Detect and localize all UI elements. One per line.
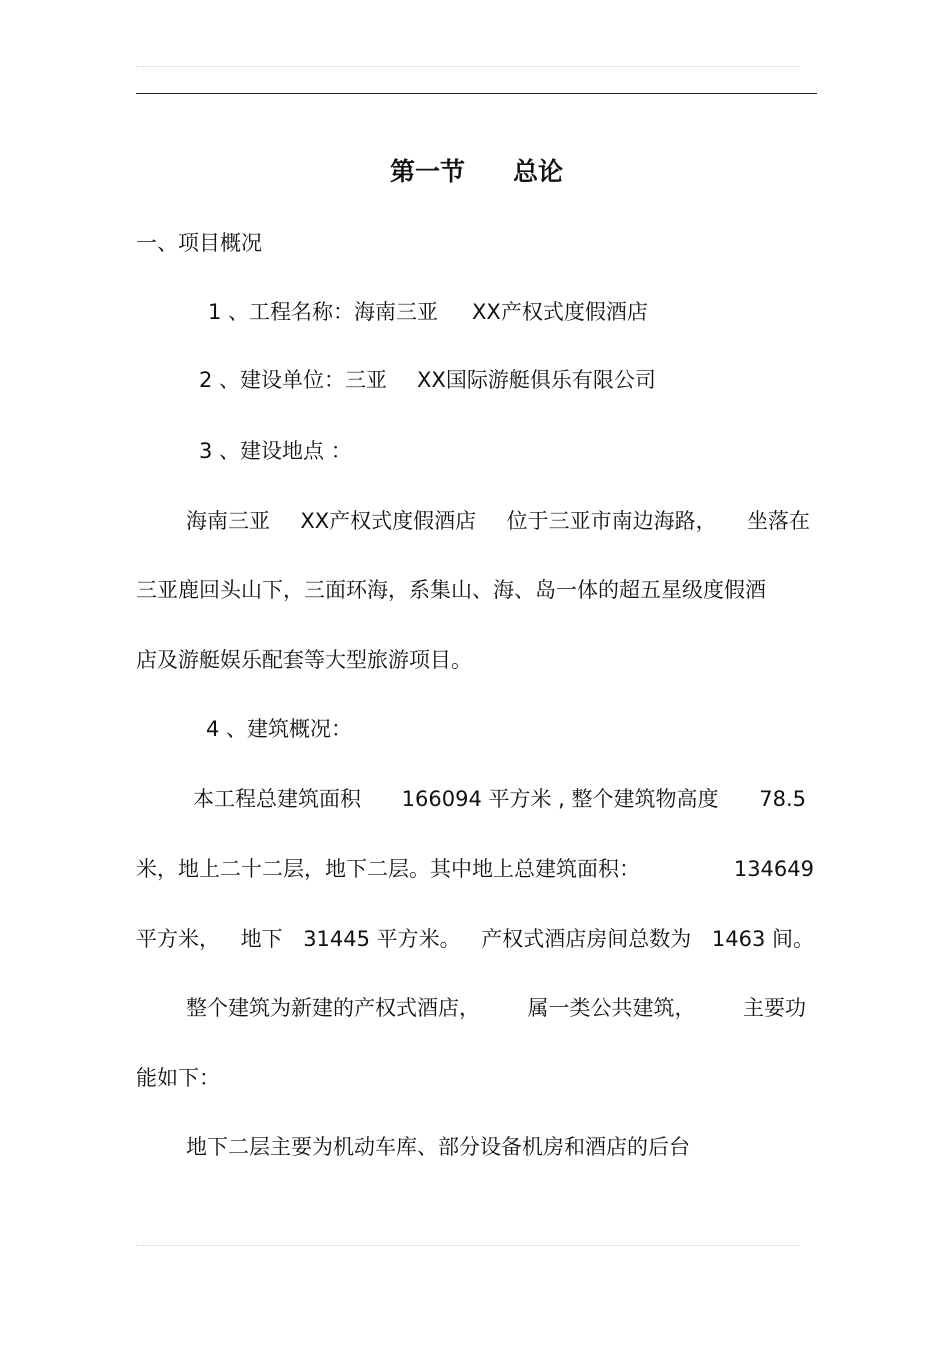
text-run: 坐落在 bbox=[747, 509, 810, 533]
item-project-name-prefix: 1 、工程名称：海南三亚 bbox=[208, 300, 439, 324]
para-building-line2 bbox=[136, 855, 814, 883]
text-run: 主要功 bbox=[743, 996, 806, 1020]
text-run: XX产权式度假酒店 bbox=[300, 509, 477, 533]
para-function-line2: 能如下： bbox=[136, 1066, 220, 1090]
title-part1: 第一节 bbox=[390, 157, 466, 186]
text-run: 166094 平方米 , 整个建筑物高度 bbox=[401, 787, 719, 811]
text-run: 地下 bbox=[240, 927, 283, 951]
para-location-line3: 店及游艇娱乐配套等大型旅游项目。 bbox=[136, 648, 472, 672]
text-run: 整个建筑为新建的产权式酒店， bbox=[186, 996, 480, 1020]
item-location: 3 、建设地点 ： bbox=[199, 439, 352, 463]
para-building-line1 bbox=[193, 785, 806, 813]
item-developer-prefix: 2 、建设单位：三亚 bbox=[199, 368, 388, 392]
item-building-overview: 4 、建筑概况： bbox=[206, 717, 353, 741]
text-run: 海南三亚 bbox=[186, 509, 270, 533]
item-project-name bbox=[208, 298, 648, 326]
text-run: 本工程总建筑面积 bbox=[193, 787, 361, 811]
text-run: 平方米， bbox=[136, 927, 220, 951]
text-run: 134649 bbox=[733, 857, 814, 881]
text-run: 31445 平方米。 bbox=[303, 927, 461, 951]
text-run: 78.5 bbox=[759, 787, 806, 811]
para-building-line3 bbox=[136, 925, 814, 953]
header-dotted-line bbox=[136, 66, 800, 67]
item-developer-suffix: XX国际游艇俱乐有限公司 bbox=[417, 368, 656, 392]
item-developer bbox=[199, 366, 656, 394]
text-run: 产权式酒店房间总数为 bbox=[481, 927, 692, 951]
para-basement: 地下二层主要为机动车库、部分设备机房和酒店的后台 bbox=[186, 1135, 690, 1159]
title-part2: 总论 bbox=[513, 157, 564, 186]
para-location-line1 bbox=[186, 507, 810, 535]
text-run: 米，地上二十二层，地下二层。其中地上总建筑面积： bbox=[136, 857, 640, 881]
section-heading-overview: 一、项目概况 bbox=[136, 231, 262, 255]
footer-dotted-line bbox=[136, 1245, 800, 1246]
header-rule bbox=[136, 93, 817, 94]
para-location-line2: 三亚鹿回头山下，三面环海，系集山、海、岛一体的超五星级度假酒 bbox=[136, 578, 766, 602]
section-title bbox=[390, 158, 563, 186]
text-run: 1463 间。 bbox=[711, 927, 814, 951]
text-run: 位于三亚市南边海路， bbox=[506, 509, 717, 533]
para-function-line1 bbox=[186, 994, 806, 1022]
text-run: 属一类公共建筑， bbox=[527, 996, 696, 1020]
item-project-name-suffix: XX产权式度假酒店 bbox=[472, 300, 648, 324]
